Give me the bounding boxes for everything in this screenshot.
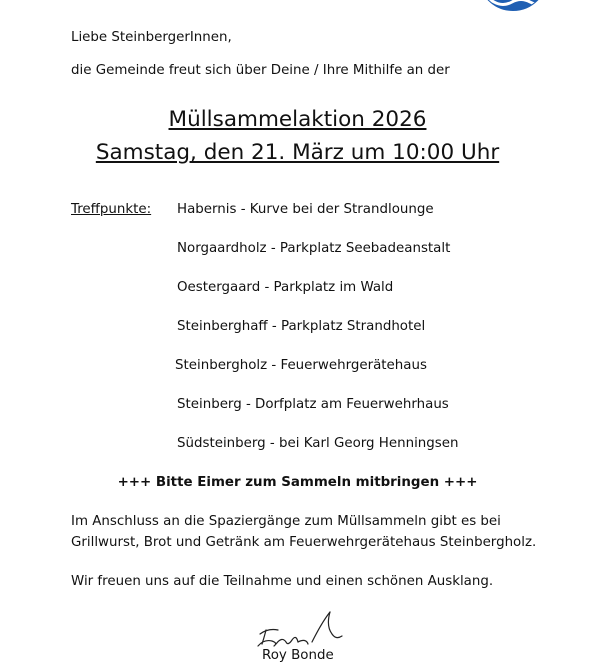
- handwritten-signature: [252, 608, 346, 650]
- meeting-points-label: Treffpunkte:: [71, 202, 152, 217]
- greeting: Liebe SteinbergerInnen,: [71, 30, 232, 45]
- meeting-point-item: Steinberg - Dorfplatz am Feuerwehrhaus: [177, 397, 449, 412]
- meeting-point-item: Oestergaard - Parkplatz im Wald: [177, 280, 394, 295]
- municipality-logo-icon: [476, 0, 550, 20]
- bring-bucket-notice: +++ Bitte Eimer zum Sammeln mitbringen +++: [117, 475, 478, 490]
- closing-paragraph: Wir freuen uns auf die Teilnahme und einen schönen Ausklang.: [71, 574, 494, 589]
- meeting-point-item: Südsteinberg - bei Karl Georg Henningsen: [177, 436, 459, 451]
- after-event-paragraph: Im Anschluss an die Spaziergänge zum Müllsammeln gibt es bei Grillwurst, Brot und Getränk am Feuerwehrgerätehaus Steinbergholz.: [71, 514, 537, 550]
- meeting-point-item: Norgaardholz - Parkplatz Seebadeanstalt: [177, 241, 451, 256]
- event-title: Müllsammelaktion 2026: [168, 107, 427, 132]
- meeting-point-item: Steinberghaff - Parkplatz Strandhotel: [177, 319, 426, 334]
- event-date: Samstag, den 21. März um 10:00 Uhr: [95, 140, 500, 165]
- intro-text: die Gemeinde freut sich über Deine / Ihre Mithilfe an der: [71, 63, 450, 78]
- meeting-point-item: Steinbergholz - Feuerwehrgerätehaus: [175, 358, 427, 373]
- signer-name: Roy Bonde: [262, 648, 334, 663]
- meeting-point-item: Habernis - Kurve bei der Strandlounge: [177, 202, 434, 217]
